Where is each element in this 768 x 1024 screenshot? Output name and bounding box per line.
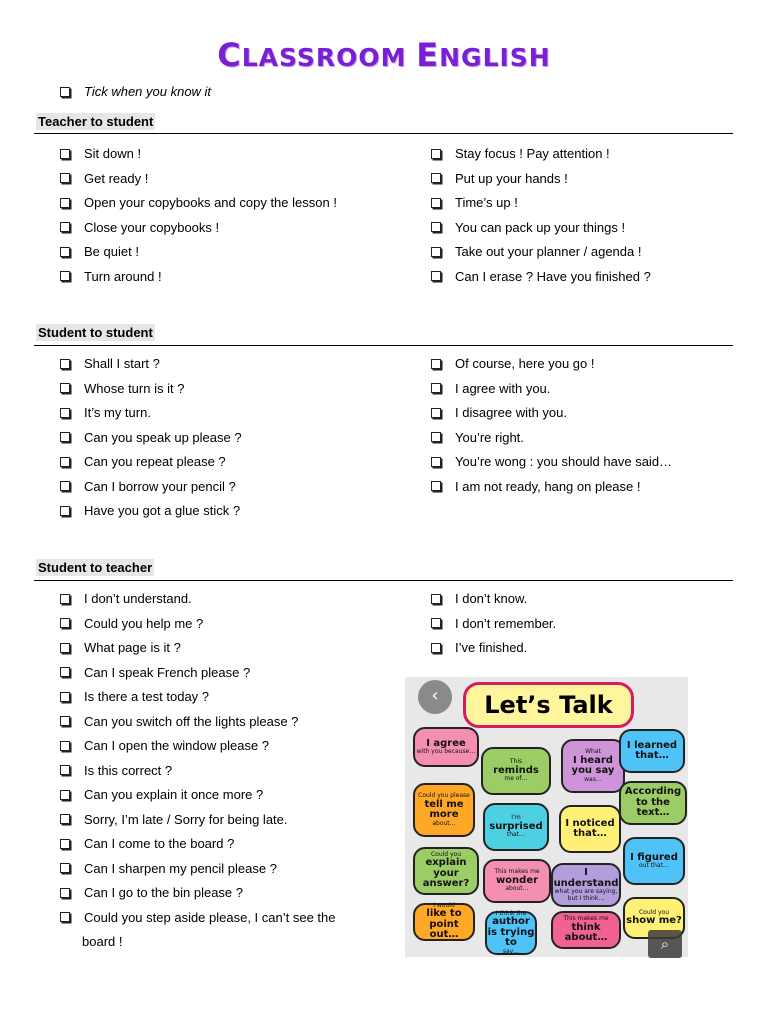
list-item-text: You can pack up your things ! — [455, 219, 626, 235]
bubble-small-text: about… — [432, 819, 456, 827]
list-item — [60, 167, 337, 192]
toteacher-list-left — [60, 587, 352, 955]
list-item-text: Can you explain it once more ? — [84, 787, 264, 802]
checkbox[interactable] — [431, 359, 441, 369]
speech-bubble — [413, 727, 479, 767]
list-item-text: I am not ready, hang on please ! — [455, 478, 641, 494]
list-item-text: Can I come to the board ? — [84, 836, 235, 851]
checkbox[interactable] — [60, 359, 70, 369]
checkbox[interactable] — [431, 643, 441, 653]
bubble-small-text: I would — [433, 902, 455, 910]
list-item — [60, 734, 352, 759]
list-item-text: It’s my turn. — [84, 405, 151, 420]
bubble-main-text: reminds — [493, 764, 539, 776]
bubble-small-text: say… — [502, 947, 520, 955]
bubble-small-text: What — [585, 748, 601, 756]
checkbox[interactable] — [431, 173, 441, 183]
bubble-main-text: I figured — [630, 851, 678, 863]
list-item-text: Could you help me ? — [84, 615, 204, 631]
checkbox[interactable] — [60, 839, 70, 849]
list-item-text: I’ve finished. — [455, 640, 528, 655]
list-item-text: Sit down ! — [84, 146, 142, 161]
checkbox[interactable] — [60, 457, 70, 467]
list-item — [60, 377, 242, 402]
checkbox[interactable] — [60, 247, 70, 257]
checkbox[interactable] — [431, 271, 441, 281]
speech-bubble — [485, 911, 537, 955]
list-item — [431, 612, 556, 637]
checkbox[interactable] — [431, 222, 441, 232]
bubble-small-text: This makes me — [494, 868, 540, 876]
checkbox[interactable] — [60, 814, 70, 824]
checkbox[interactable] — [431, 149, 441, 159]
bubble-main-text: I understand — [553, 867, 619, 889]
checkbox[interactable] — [60, 741, 70, 751]
list-item-text: Be quiet ! — [84, 244, 139, 259]
checkbox[interactable] — [60, 506, 70, 516]
speech-bubble — [481, 747, 551, 795]
list-item-text: Time’s up ! — [455, 195, 518, 210]
checkbox[interactable] — [60, 912, 70, 922]
list-item-text: Put up your hands ! — [455, 170, 568, 186]
bubble-small-text: I think the — [495, 909, 527, 917]
bubble-main-text: explain your answer? — [422, 857, 470, 890]
bubble-main-text: show me? — [626, 914, 682, 926]
bubble-main-text: like to point out… — [426, 908, 462, 941]
speech-bubble — [483, 803, 549, 851]
list-item — [60, 808, 352, 833]
bubble-small-text: This makes me — [563, 915, 609, 923]
bubble-small-text: Could you — [430, 851, 462, 859]
list-item — [60, 710, 352, 735]
list-item — [60, 636, 352, 661]
list-item-text: Whose turn is it ? — [84, 380, 185, 396]
teacher-list-left — [60, 142, 337, 289]
speech-bubble — [413, 847, 479, 895]
bubble-main-text: tell me more — [424, 798, 464, 820]
bubble-small-text: was… — [584, 775, 602, 783]
bubble-small-text: out that… — [639, 862, 669, 870]
list-item-text: Can you repeat please ? — [84, 454, 226, 469]
bubble-small-text: with you because… — [416, 748, 476, 756]
checkbox[interactable] — [431, 408, 441, 418]
list-item — [431, 450, 672, 475]
checkbox[interactable] — [60, 692, 70, 702]
list-item — [60, 450, 242, 475]
list-item-text: Can you speak up please ? — [84, 429, 242, 445]
poster-heading: Let’s Talk — [463, 682, 634, 728]
checkbox[interactable] — [431, 383, 441, 393]
student-list-left — [60, 352, 242, 524]
speech-bubble — [413, 903, 475, 941]
list-item — [431, 167, 651, 192]
list-item — [60, 142, 337, 167]
list-item-text: Stay focus ! Pay attention ! — [455, 146, 610, 161]
bubble-small-text: Could you please — [418, 792, 470, 800]
checkbox[interactable] — [60, 173, 70, 183]
checkbox[interactable] — [431, 247, 441, 257]
bubble-main-text: I agree — [426, 737, 466, 749]
speech-bubble — [559, 805, 621, 853]
checkbox[interactable] — [60, 765, 70, 775]
list-item — [60, 857, 352, 882]
list-item — [431, 636, 556, 661]
divider — [34, 133, 733, 134]
checkbox[interactable] — [431, 432, 441, 442]
list-item — [60, 881, 352, 906]
checkbox[interactable] — [60, 149, 70, 159]
checkbox[interactable] — [60, 863, 70, 873]
speech-bubble — [551, 911, 621, 949]
list-item-text: Can I go to the bin please ? — [84, 885, 244, 900]
list-item — [431, 475, 672, 500]
page-title: CLASSROOM ENGLISH — [217, 36, 551, 74]
list-item-text: Turn around ! — [84, 268, 162, 284]
list-item-text: I don’t understand. — [84, 591, 192, 606]
list-item — [60, 759, 352, 784]
list-item — [60, 685, 352, 710]
divider — [34, 580, 733, 581]
list-item-text: Can I sharpen my pencil please ? — [84, 860, 277, 876]
list-item-text: Get ready ! — [84, 170, 149, 186]
lets-talk-poster — [405, 677, 688, 957]
list-item — [431, 426, 672, 451]
speech-bubble — [623, 837, 685, 885]
list-item — [431, 240, 651, 265]
bubble-small-text: me of… — [504, 775, 528, 783]
teacher-list-right — [431, 142, 651, 289]
checkbox[interactable] — [60, 222, 70, 232]
magnifier-search-icon[interactable]: ⌕ — [648, 930, 682, 958]
list-item-text: I don’t know. — [455, 591, 528, 606]
list-item-text: Can I erase ? Have you finished ? — [455, 268, 651, 284]
list-item-text: I disagree with you. — [455, 405, 568, 420]
list-item — [60, 216, 337, 241]
list-item — [431, 191, 651, 216]
section-heading-student: Student to student — [38, 325, 153, 340]
list-item-text: Of course, here you go ! — [455, 356, 595, 371]
section-heading-teacher: Teacher to student — [38, 114, 154, 129]
list-item-text: Take out your planner / agenda ! — [455, 244, 642, 259]
bubble-main-text: wonder — [495, 874, 539, 886]
list-item — [431, 587, 556, 612]
checkbox[interactable] — [60, 383, 70, 393]
checkbox[interactable] — [60, 618, 70, 628]
list-item — [60, 661, 352, 686]
list-item — [60, 499, 242, 524]
list-item — [60, 265, 337, 290]
list-item — [60, 352, 242, 377]
list-item — [60, 401, 242, 426]
speech-bubble — [551, 863, 621, 907]
list-item-text: Close your copybooks ! — [84, 219, 220, 235]
list-item-text: Can I open the window please ? — [84, 738, 270, 753]
list-item — [60, 783, 352, 808]
checkbox[interactable] — [431, 594, 441, 604]
checkbox[interactable] — [60, 888, 70, 898]
list-item-text: Could you step aside please, I can’t see the board ! — [82, 909, 336, 949]
list-item — [431, 401, 672, 426]
bubble-small-text: This — [509, 758, 523, 766]
speech-bubble — [619, 729, 685, 773]
bubble-main-text: I learned that… — [626, 739, 678, 761]
checkbox[interactable] — [431, 481, 441, 491]
list-item-text: I agree with you. — [455, 380, 551, 396]
list-item — [60, 612, 352, 637]
instruction-row — [60, 84, 211, 99]
list-item — [60, 240, 337, 265]
list-item-text: Open your copybooks and copy the lesson ! — [84, 195, 337, 210]
bubble-main-text: I noticed that… — [565, 817, 615, 839]
list-item — [431, 142, 651, 167]
bubble-small-text: about… — [505, 885, 529, 893]
list-item-text: I don’t remember. — [455, 615, 557, 631]
list-item-text: Is there a test today ? — [84, 689, 210, 704]
speech-bubble — [619, 781, 687, 825]
list-item-text: Can I borrow your pencil ? — [84, 478, 236, 494]
list-item — [431, 352, 672, 377]
checkbox[interactable] — [431, 457, 441, 467]
checkbox[interactable] — [60, 481, 70, 491]
list-item — [60, 191, 337, 216]
section-heading-toteacher: Student to teacher — [38, 560, 153, 575]
list-item-text: Shall I start ? — [84, 356, 160, 371]
speech-bubble — [561, 739, 625, 793]
checkbox[interactable] — [60, 790, 70, 800]
list-item-text: Sorry, I’m late / Sorry for being late. — [84, 811, 288, 827]
divider — [34, 345, 733, 346]
checkbox[interactable] — [60, 716, 70, 726]
list-item-text: Is this correct ? — [84, 762, 173, 778]
student-list-right — [431, 352, 672, 499]
list-item — [60, 475, 242, 500]
speech-bubble — [413, 783, 475, 837]
checkbox[interactable] — [60, 198, 70, 208]
list-item — [60, 587, 352, 612]
checkbox[interactable] — [431, 618, 441, 628]
instruction-text: Tick when you know it — [84, 84, 212, 99]
speech-bubble — [483, 859, 551, 903]
bubble-main-text: I heard you say — [571, 754, 615, 776]
checkbox[interactable] — [60, 87, 70, 97]
bubble-small-text: I’m — [511, 814, 521, 822]
checkbox[interactable] — [60, 408, 70, 418]
bubble-small-text: that… — [506, 831, 526, 839]
list-item-text: Can you switch off the lights please ? — [84, 713, 299, 729]
list-item-text: You’re wong : you should have said… — [455, 454, 673, 469]
list-item — [431, 265, 651, 290]
bubble-main-text: surprised — [489, 820, 543, 832]
list-item-text: You’re right. — [455, 429, 524, 445]
checkbox[interactable] — [60, 432, 70, 442]
list-item-text: Have you got a glue stick ? — [84, 503, 241, 518]
checkbox[interactable] — [60, 667, 70, 677]
bubble-main-text: think about… — [564, 921, 608, 944]
list-item — [60, 426, 242, 451]
list-item — [431, 216, 651, 241]
list-item-text: Can I speak French please ? — [84, 664, 251, 680]
list-item — [431, 377, 672, 402]
checkbox[interactable] — [60, 271, 70, 281]
checkbox[interactable] — [431, 198, 441, 208]
bubble-main-text: author is trying to — [487, 916, 535, 949]
list-item — [60, 832, 352, 857]
list-item-text: What page is it ? — [84, 640, 181, 655]
toteacher-list-right — [431, 587, 556, 661]
checkbox[interactable] — [60, 594, 70, 604]
bubble-small-text: Could you — [638, 908, 670, 916]
checkbox[interactable] — [60, 643, 70, 653]
back-arrow-icon[interactable]: ‹ — [418, 680, 452, 714]
list-item — [60, 906, 352, 955]
bubble-main-text: According to the text… — [624, 786, 682, 819]
bubble-small-text: what you are saying, but I think… — [554, 888, 618, 902]
